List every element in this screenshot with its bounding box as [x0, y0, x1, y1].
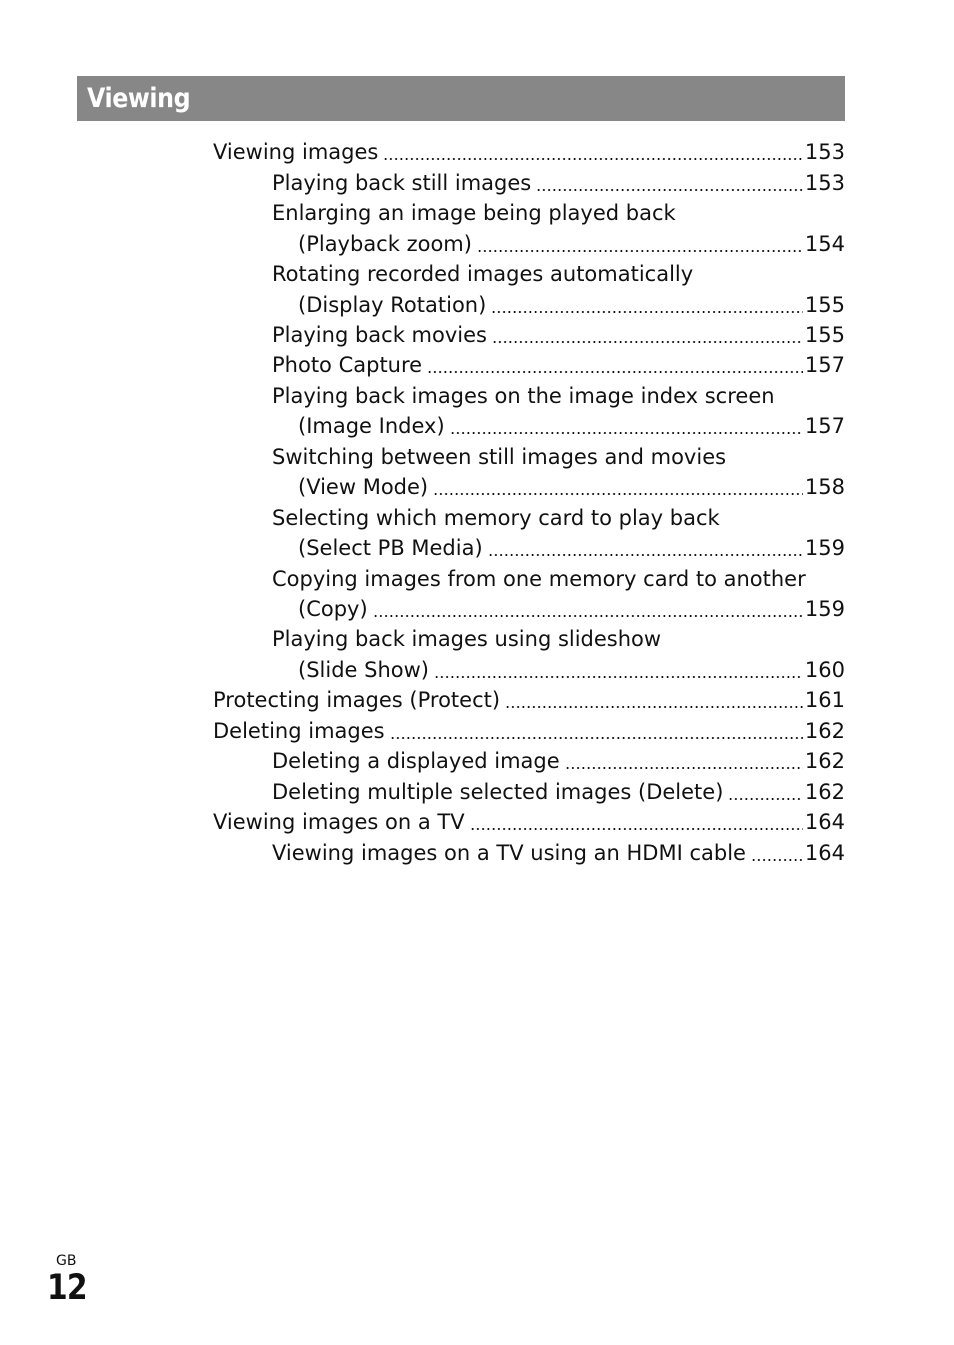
toc-entry-text: Photo Capture [272, 353, 423, 377]
leader-dots [434, 655, 803, 685]
toc-entry[interactable] [213, 716, 845, 746]
toc-entry[interactable] [213, 807, 845, 837]
toc-entry-text: (Slide Show) [298, 658, 429, 682]
toc-entry[interactable] [272, 624, 845, 654]
toc-entry-text: Protecting images (Protect) [213, 688, 501, 712]
toc-page-number: 154 [804, 232, 845, 256]
leader-dots [383, 137, 803, 167]
toc-entry-text: Switching between still images and movies [272, 445, 727, 469]
toc-entry[interactable] [272, 350, 845, 380]
leader-dots [390, 716, 803, 746]
toc-page-number: 160 [804, 658, 845, 682]
leader-dots [427, 350, 803, 380]
toc-page-number: 164 [804, 810, 845, 834]
section-title: Viewing [87, 83, 191, 114]
toc-entry[interactable] [272, 198, 845, 228]
region-code: GB [56, 1253, 77, 1269]
toc-entry[interactable] [272, 503, 845, 533]
toc-page-number: 153 [804, 140, 845, 164]
toc-entry[interactable] [272, 259, 845, 289]
toc-entry-text: Deleting images [213, 719, 385, 743]
toc-page-number: 162 [804, 749, 845, 773]
toc-entry[interactable] [298, 290, 845, 320]
toc-entry-text: Deleting a displayed image [272, 749, 560, 773]
toc-page-number: 162 [804, 780, 845, 804]
toc-page-number: 155 [804, 323, 845, 347]
section-banner [77, 76, 845, 121]
toc-page-number: 158 [804, 475, 845, 499]
leader-dots [728, 777, 803, 807]
toc-page-number: 161 [804, 688, 845, 712]
leader-dots [505, 685, 803, 715]
toc-entry-text: (Select PB Media) [298, 536, 483, 560]
toc-entry[interactable] [298, 594, 845, 624]
leader-dots [477, 229, 803, 259]
toc-entry-text: (Image Index) [298, 414, 445, 438]
leader-dots [751, 838, 803, 868]
toc-entry-text: Enlarging an image being played back [272, 201, 676, 225]
toc-entry-text: (Copy) [298, 597, 368, 621]
leader-dots [470, 807, 803, 837]
toc-entry[interactable] [298, 655, 845, 685]
toc-entry-text: Viewing images on a TV using an HDMI cable [272, 841, 746, 865]
toc-entry-text: Playing back still images [272, 171, 532, 195]
toc-entry[interactable] [298, 533, 845, 563]
toc-page-number: 155 [804, 293, 845, 317]
toc-page-number: 157 [804, 414, 845, 438]
toc-entry-text: Playing back images on the image index screen [272, 384, 775, 408]
leader-dots [536, 168, 803, 198]
toc-entry[interactable] [272, 442, 845, 472]
toc-entry-text: Viewing images [213, 140, 379, 164]
toc-entry[interactable] [272, 320, 845, 350]
toc-page-number: 162 [804, 719, 845, 743]
toc-entry[interactable] [272, 746, 845, 776]
toc-entry-text: Deleting multiple selected images (Delete) [272, 780, 724, 804]
page-number: 12 [47, 1268, 87, 1308]
leader-dots [373, 594, 803, 624]
toc-entry[interactable] [213, 137, 845, 167]
leader-dots [565, 746, 803, 776]
toc-entry[interactable] [213, 685, 845, 715]
toc-entry-text: Viewing images on a TV [213, 810, 465, 834]
toc-entry[interactable] [298, 472, 845, 502]
toc-entry-text: (Playback zoom) [298, 232, 472, 256]
toc-entry[interactable] [298, 411, 845, 441]
leader-dots [492, 320, 803, 350]
toc-entry-text: Playing back movies [272, 323, 487, 347]
toc-entry[interactable] [272, 381, 845, 411]
toc-page-number: 157 [804, 353, 845, 377]
toc-page-number: 153 [804, 171, 845, 195]
toc-entry[interactable] [272, 564, 845, 594]
toc-entry-text: Playing back images using slideshow [272, 627, 662, 651]
toc-page-number: 159 [804, 597, 845, 621]
toc-entry-text: Rotating recorded images automatically [272, 262, 694, 286]
toc-entry[interactable] [272, 168, 845, 198]
toc-page-number: 164 [804, 841, 845, 865]
leader-dots [450, 411, 803, 441]
leader-dots [491, 290, 803, 320]
toc-page-number: 159 [804, 536, 845, 560]
toc-entry-text: (View Mode) [298, 475, 429, 499]
toc-entry[interactable] [298, 229, 845, 259]
leader-dots [488, 533, 803, 563]
toc-entry-text: Selecting which memory card to play back [272, 506, 720, 530]
toc-entry-text: Copying images from one memory card to another [272, 567, 806, 591]
leader-dots [433, 472, 803, 502]
toc-entry[interactable] [272, 777, 845, 807]
toc-entry-text: (Display Rotation) [298, 293, 487, 317]
toc-entry[interactable] [272, 838, 845, 868]
